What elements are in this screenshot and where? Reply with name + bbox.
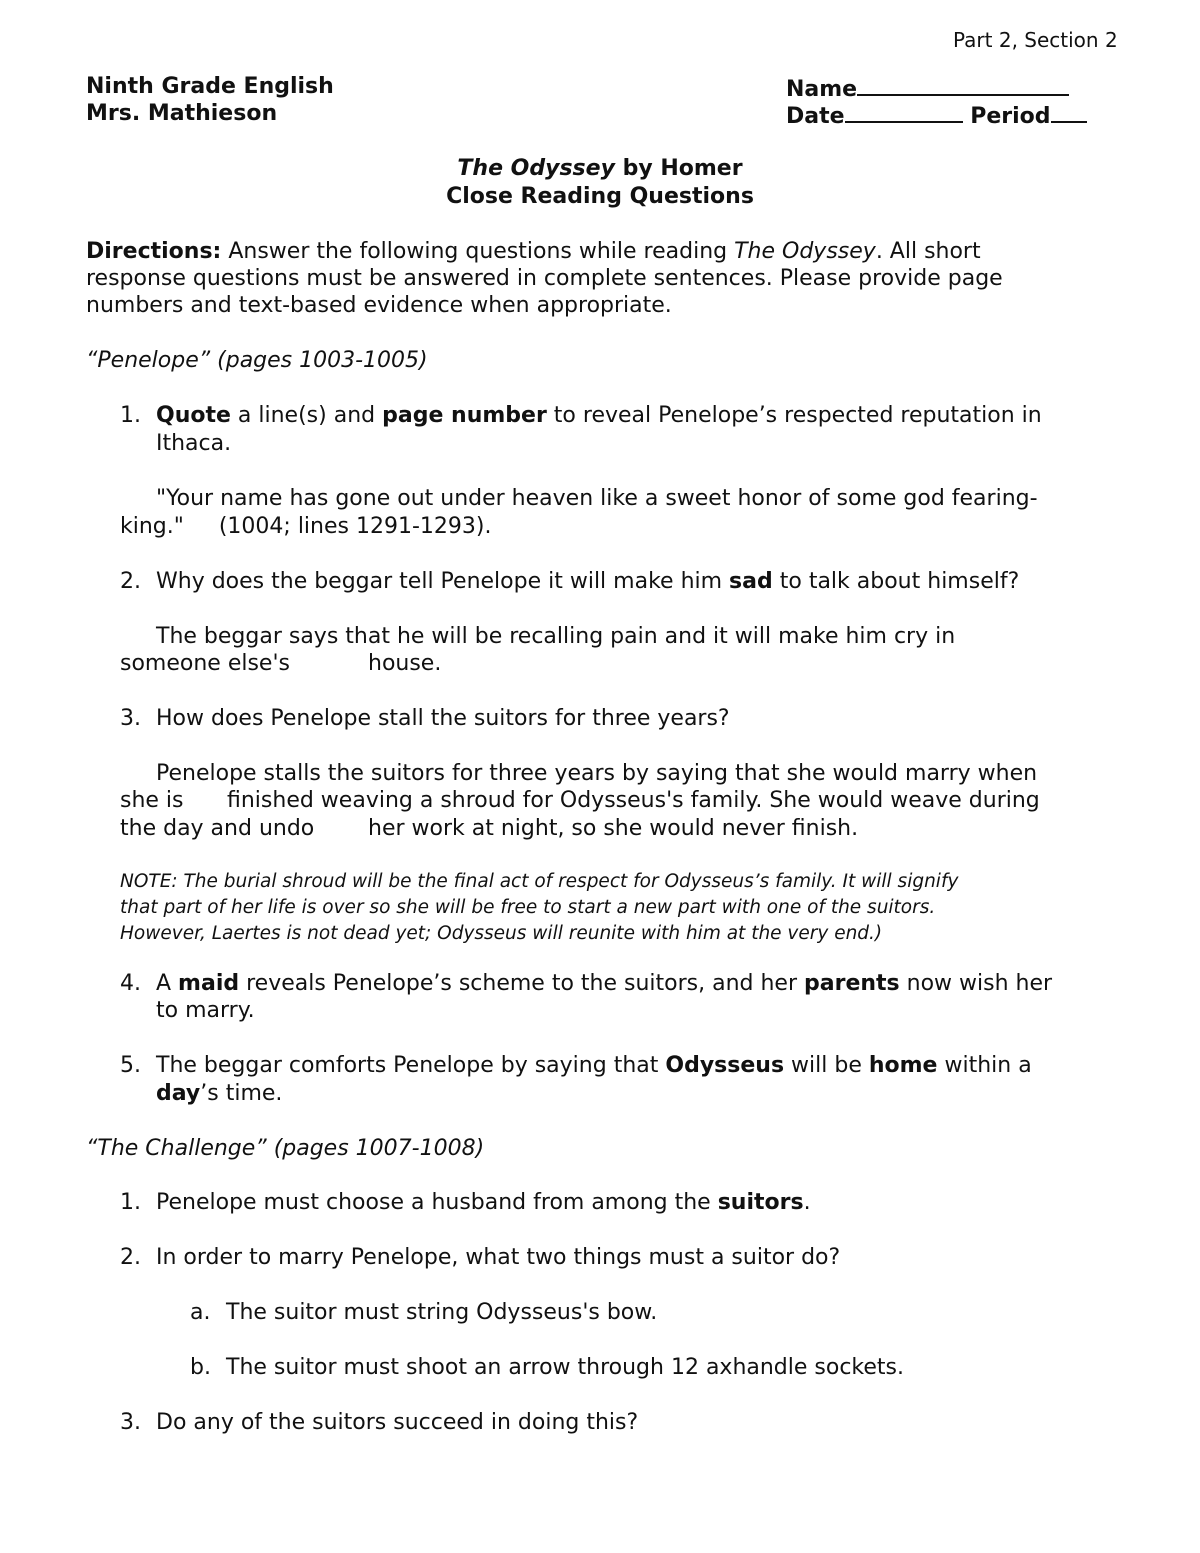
directions-line-3: numbers and text-based evidence when appropriate.	[86, 293, 672, 318]
answer-3-line-1: Penelope stalls the suitors for three years by saying that she would marry when	[156, 761, 1038, 786]
q4-parents: parents	[804, 971, 900, 996]
question-number: 2.	[120, 569, 141, 594]
q5-text-d: ’s time.	[200, 1081, 283, 1106]
work-title: The Odyssey	[457, 156, 615, 181]
document-subtitle: Close Reading Questions	[446, 184, 754, 209]
cq1-suitors: suitors	[717, 1190, 804, 1215]
answer-3-line-2a: she is	[120, 788, 184, 813]
question-number: 1.	[120, 403, 141, 428]
section-heading-penelope: “Penelope” (pages 1003-1005)	[86, 348, 428, 373]
directions-text: Answer the following questions while reading	[221, 239, 735, 264]
answer-2-line-2b: house.	[368, 651, 442, 676]
q1-page-number: page number	[382, 403, 547, 428]
cq1-period: .	[803, 1190, 811, 1215]
q1-text-b: to reveal Penelope’s respected reputation in	[546, 403, 1042, 428]
section-heading-challenge: “The Challenge” (pages 1007-1008)	[86, 1136, 485, 1161]
question-1-text	[156, 403, 1042, 428]
document-title	[0, 156, 1200, 181]
q4-text-b: reveals Penelope’s scheme to the suitors, and her	[239, 971, 804, 996]
sub-item-a-text: The suitor must string Odysseus's bow.	[226, 1300, 658, 1325]
question-number: 3.	[120, 1410, 141, 1435]
course-title: Ninth Grade English	[86, 74, 334, 99]
question-number: 5.	[120, 1053, 141, 1078]
q4-text-c: now wish her	[899, 971, 1053, 996]
question-number: 1.	[120, 1190, 141, 1215]
date-blank	[845, 101, 963, 123]
directions-work: The Odyssey	[734, 239, 876, 264]
question-1-text-cont: Ithaca.	[156, 431, 232, 456]
page-section-label: Part 2, Section 2	[953, 28, 1118, 52]
question-3-text: How does Penelope stall the suitors for three years?	[156, 706, 730, 731]
work-author: by Homer	[614, 156, 743, 181]
q5-text-b: will be	[784, 1053, 869, 1078]
sub-item-label: b.	[190, 1355, 211, 1380]
q2-text-a: Why does the beggar tell Penelope it will make him	[156, 569, 730, 594]
challenge-question-1-text	[156, 1190, 811, 1215]
note-line-2: that part of her life is over so she will be free to start a new part with one of the suitors.	[120, 897, 936, 918]
cq1-text-a: Penelope must choose a husband from among the	[156, 1190, 718, 1215]
answer-2-line-1: The beggar says that he will be recalling pain and it will make him cry in	[156, 624, 956, 649]
answer-3-line-3b: her work at night, so she would never finish.	[368, 816, 859, 841]
name-field[interactable]	[786, 74, 1069, 102]
directions-text-end: . All short	[875, 239, 981, 264]
sub-item-b-text: The suitor must shoot an arrow through 12 axhandle sockets.	[226, 1355, 905, 1380]
name-blank	[857, 74, 1069, 96]
q1-text-a: a line(s) and	[230, 403, 383, 428]
answer-3-line-2b: finished weaving a shroud for Odysseus's family. She would weave during	[227, 788, 1040, 813]
q1-quote: Quote	[156, 403, 231, 428]
q4-text-a: A	[156, 971, 179, 996]
date-label: Date	[786, 104, 845, 129]
question-5-text	[156, 1053, 1032, 1078]
question-4-text	[156, 971, 1052, 996]
answer-1-line-2: king." (1004; lines 1291-1293).	[120, 514, 492, 539]
question-number: 3.	[120, 706, 141, 731]
challenge-question-3-text: Do any of the suitors succeed in doing this?	[156, 1410, 639, 1435]
period-blank	[1051, 101, 1087, 123]
q4-maid: maid	[178, 971, 240, 996]
q5-home: home	[868, 1053, 938, 1078]
question-number: 2.	[120, 1245, 141, 1270]
q5-odysseus: Odysseus	[665, 1053, 785, 1078]
name-label: Name	[786, 77, 858, 102]
sub-item-label: a.	[190, 1300, 211, 1325]
q2-text-b: to talk about himself?	[772, 569, 1020, 594]
directions-line-1	[86, 239, 981, 264]
q5-text-a: The beggar comforts Penelope by saying that	[156, 1053, 666, 1078]
question-number: 4.	[120, 971, 141, 996]
q5-day: day	[156, 1081, 201, 1106]
answer-3-line-3a: the day and undo	[120, 816, 315, 841]
period-label: Period	[970, 104, 1051, 129]
q5-text-c: within a	[937, 1053, 1032, 1078]
answer-1-line-1: "Your name has gone out under heaven like a sweet honor of some god fearing-	[156, 486, 1038, 511]
date-period-field[interactable]	[786, 101, 1087, 129]
question-4-text-cont: to marry.	[156, 998, 255, 1023]
directions-label: Directions:	[86, 239, 222, 264]
teacher-name: Mrs. Mathieson	[86, 101, 278, 126]
answer-2-line-2a: someone else's	[120, 651, 290, 676]
note-line-3: However, Laertes is not dead yet; Odysseus will reunite with him at the very end.)	[120, 923, 883, 944]
directions-line-2: response questions must be answered in complete sentences. Please provide page	[86, 266, 1003, 291]
q2-sad: sad	[729, 569, 773, 594]
question-5-text-cont	[156, 1081, 282, 1106]
note-line-1: NOTE: The burial shroud will be the final act of respect for Odysseus’s family. It will signify	[120, 871, 959, 892]
question-2-text	[156, 569, 1019, 594]
challenge-question-2-text: In order to marry Penelope, what two things must a suitor do?	[156, 1245, 841, 1270]
